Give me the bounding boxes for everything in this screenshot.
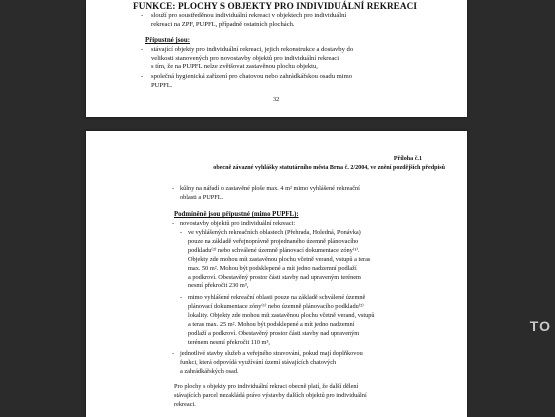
page-number: 32 [273, 96, 280, 103]
text-line: společná hygienická zařízení pro chatovou nebo zahrádkářskou osadu mimo [151, 73, 353, 80]
text-line: ve vyhlášených rekreačních oblastech (Přehrada, Holedná, Ponávka) [188, 229, 361, 236]
text-line: podkladu⁽²⁾ nebo schválené územně plánovací dokumentace zóny⁽¹⁾. [188, 246, 360, 254]
text-line: jednotlivé stavby služeb a veřejného stravování, pokud mají doplňkovou [180, 350, 363, 357]
text-line: funkci, která odpovídá využívání území stávajících chatových [180, 358, 337, 366]
list-item: - novostavby objektů pro individuální rekreaci: [180, 220, 440, 229]
text-line: mimo vyhlášené rekreační oblasti pouze na základě schválené územně [188, 294, 366, 301]
document-header-title: obecně závazné vyhlášky statutárního města Brna č. 2/2004, ve znění pozdějších předpisů [213, 165, 445, 171]
text-line: lokality. Objekty zde mohou mít zastavěnou plochu včetně verand, vstupů [188, 311, 375, 319]
section-heading: FUNKCE: PLOCHY S OBJEKTY PRO INDIVIDUÁLNÍ REKREACI [133, 1, 418, 11]
text-line: max. 50 m². Mohou být podsklepené a mít jedno nadzemní podlaží [188, 264, 357, 272]
text-line: podlaží a podkroví. Obestavěný prostor části stavby nad upraveným [188, 329, 360, 337]
watermark: TO [529, 318, 551, 334]
list-item: - stávající objekty pro individuální rekreaci, jejich rekonstrukce a dostavby do velikosti stanovených pro novostavby objektů pro individuální rekreaci s tím, že na PUPFL nelze zvětšovat zastavěnou plochu objektu, [151, 46, 441, 72]
text-line: velikosti stanovených pro novostavby objektů pro individuální rekreaci [151, 54, 340, 62]
list-item: - společná hygienická zařízení pro chatovou nebo zahrádkářskou osadu mimo PUPFL. [151, 73, 441, 90]
document-page-top [86, 0, 467, 117]
text-line: stávající objekty pro individuální rekreaci, jejich rekonstrukce a dostavby do [151, 46, 354, 53]
text-line: a zahrádkářských osad. [180, 367, 239, 375]
subheading: Podmíněně jsou přípustné (mimo PUPFL): [174, 211, 299, 218]
text-line: a teras max. 25 m². Mohou být podsklepené a mít jedno nadzemní [188, 320, 355, 328]
text-line: slouží pro soustředěnou individuální rekreaci v objektech pro individuální [151, 12, 347, 19]
list-item: - kůlny na nářadí o zastavěné ploše max. 4 m² mimo vyhlášené rekreační oblasti a PUPFL. [180, 185, 440, 203]
text-line: PUPFL. [151, 81, 173, 89]
list-item: - ve vyhlášených rekreačních oblastech (Přehrada, Holedná, Ponávka) pouze na základě veřejnoprávně projednaného územně plánovacího podkladu⁽²⁾ nebo schválené územně plánovací dokumentace zóny⁽¹⁾. Objekty zde mohou mít zastavěnou plochu včetně verand, vstupů a teras max. 50 m². Mohou být podsklepené a mít jedno nadzemní podlaží a podkroví. Obestavěný prostor části stavby nad upraveným terénem nesmí překročit 230 m³, [188, 229, 428, 291]
list-item: - slouží pro soustředěnou individuální rekreaci v objektech pro individuální rekreaci na ZPF, PUPFL, případně ostatních plochách. [151, 12, 441, 29]
text-line: stávajících parcel nezakládá právo výstavby dalších objektů pro individuální [174, 391, 367, 399]
text-line: pouze na základě veřejnoprávně projednaného územně plánovacího [188, 237, 359, 245]
subheading: Přípustné jsou: [145, 37, 190, 44]
text-line: a podkroví. Obestavěný prostor části stavby nad upraveným terénem [188, 273, 361, 281]
list-item: - jednotlivé stavby služeb a veřejného stravování, pokud mají doplňkovou funkci, která odpovídá využívání území stávajících chatových a zahrádkářských osad. [180, 350, 440, 377]
annex-label: Příloha č.1 [393, 156, 422, 162]
text-line: Objekty zde mohou mít zastavěnou plochu včetně verand, vstupů a teras [188, 255, 371, 263]
text-line: nesmí překročit 230 m³, [188, 282, 249, 290]
document-page-bottom [86, 131, 467, 417]
text-line: plánovací dokumentace zóny⁽¹⁾ nebo územně plánovacího podkladu⁽²⁾ [188, 302, 364, 310]
closing-paragraph [174, 383, 444, 410]
text-line: rekreaci. [174, 400, 196, 408]
text-line: oblasti a PUPFL. [180, 193, 224, 201]
text-line: terénem nesmí překročit 110 m³, [188, 338, 270, 346]
text-line: Pro plochy s objekty pro individuální rekraci obecně platí, že další dělení [174, 383, 359, 390]
text-line: kůlny na nářadí o zastavěné ploše max. 4 m² mimo vyhlášené rekreační [180, 185, 360, 192]
text-line: novostavby objektů pro individuální rekreaci: [180, 220, 296, 227]
text-line: s tím, že na PUPFL nelze zvětšovat zastavěnou plochu objektu, [151, 63, 318, 71]
list-item: - mimo vyhlášené rekreační oblasti pouze na základě schválené územně plánovací dokumentace zóny⁽¹⁾ nebo územně plánovacího podkladu⁽²⁾ lokality. Objekty zde mohou mít zastavěnou plochu včetně verand, vstupů a teras max. 25 m². Mohou být podsklepené a mít jedno nadzemní podlaží a podkroví. Obestavěný prostor části stavby nad upraveným terénem nesmí překročit 110 m³, [188, 294, 428, 347]
text-line: rekreaci na ZPF, PUPFL, případně ostatních plochách. [151, 20, 295, 28]
